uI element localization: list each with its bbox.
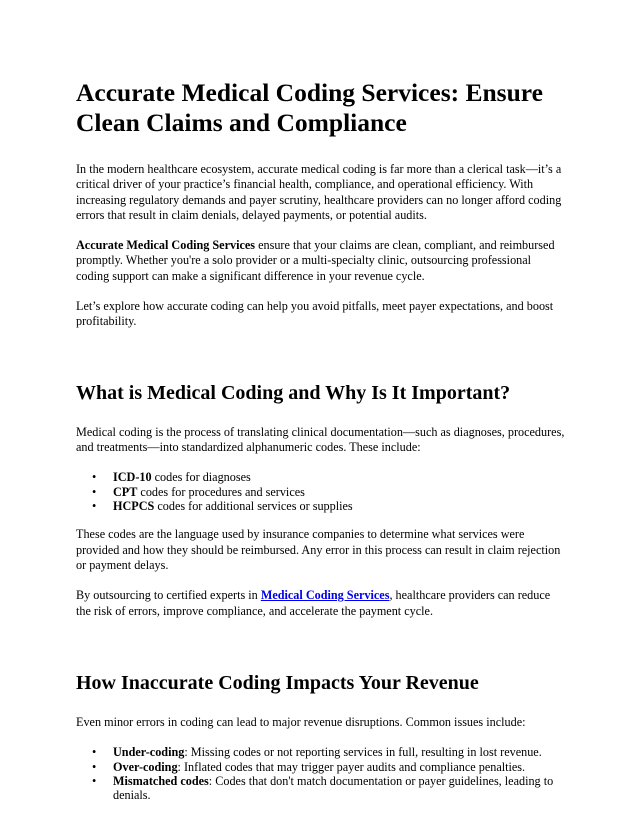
section-1-paragraph-3 [76, 588, 566, 619]
intro-paragraph-1: In the modern healthcare ecosystem, accurate medical coding is far more than a clerical task—it’s a critical driver of your practice’s financial health, compliance, and operational efficiency. With increasing regulatory demands and payer scrutiny, healthcare providers can no longer afford coding errors that result in claim denials, delayed payments, or potential audits. [76, 162, 562, 222]
list-item [113, 760, 566, 774]
page-title: Accurate Medical Coding Services: Ensure Clean Claims and Compliance [76, 78, 543, 137]
list-item-text: : Codes that don't match documentation or payer guidelines, leading to denials. [113, 774, 554, 803]
code-type-list [76, 470, 566, 513]
intro-paragraph-2-bold: Accurate Medical Coding Services [76, 238, 256, 253]
intro-paragraph-2 [76, 238, 566, 284]
list-item-bold: Under-coding [113, 745, 185, 760]
section-2-heading: How Inaccurate Coding Impacts Your Revenue [76, 671, 479, 694]
list-item-text: : Inflated codes that may trigger payer audits and compliance penalties. [177, 759, 526, 774]
coding-issues-list [76, 745, 566, 803]
medical-coding-services-link[interactable]: Medical Coding Services [260, 588, 390, 603]
section-spacer [76, 634, 566, 671]
list-item [113, 499, 566, 513]
section-1-paragraph-3-lead: By outsourcing to certified experts in [76, 588, 261, 603]
section-spacer [76, 345, 566, 381]
list-item-bold: ICD-10 [113, 470, 152, 485]
list-item [113, 485, 566, 499]
list-item [113, 774, 566, 803]
list-item-text: : Missing codes or not reporting services in full, resulting in lost revenue. [184, 745, 542, 760]
document-page [76, 78, 566, 817]
section-1-paragraph-3-tail: , healthcare providers can reduce the risk of errors, improve compliance, and accelerate the payment cycle. [76, 588, 551, 618]
list-item-text: codes for diagnoses [151, 470, 251, 485]
section-1-heading: What is Medical Coding and Why Is It Important? [76, 381, 511, 404]
section-2-paragraph-1: Even minor errors in coding can lead to major revenue disruptions. Common issues include: [76, 714, 526, 729]
list-item-bold: CPT [113, 484, 138, 499]
intro-paragraph-2-text: ensure that your claims are clean, compliant, and reimbursed promptly. Whether you're a solo provider or a multi-specialty clinic, outsourcing professional coding support can make a significant difference in your revenue cycle. [76, 238, 555, 283]
list-item-bold: HCPCS [113, 499, 155, 514]
list-item-bold: Over-coding [113, 759, 178, 774]
list-item [113, 470, 566, 484]
section-1-paragraph-2: These codes are the language used by insurance companies to determine what services were provided and how they should be reimbursed. Any error in this process can result in claim rejection or payment delays. [76, 527, 561, 573]
section-1-paragraph-1: Medical coding is the process of translating clinical documentation—such as diagnoses, procedures, and treatments—into standardized alphanumeric codes. These include: [76, 424, 565, 454]
list-item-text: codes for procedures and services [137, 484, 305, 499]
list-item-text: codes for additional services or supplies [154, 499, 353, 514]
list-item-bold: Mismatched codes [113, 774, 209, 789]
list-item [113, 745, 566, 759]
intro-paragraph-3: Let’s explore how accurate coding can help you avoid pitfalls, meet payer expectations, and boost profitability. [76, 299, 554, 329]
